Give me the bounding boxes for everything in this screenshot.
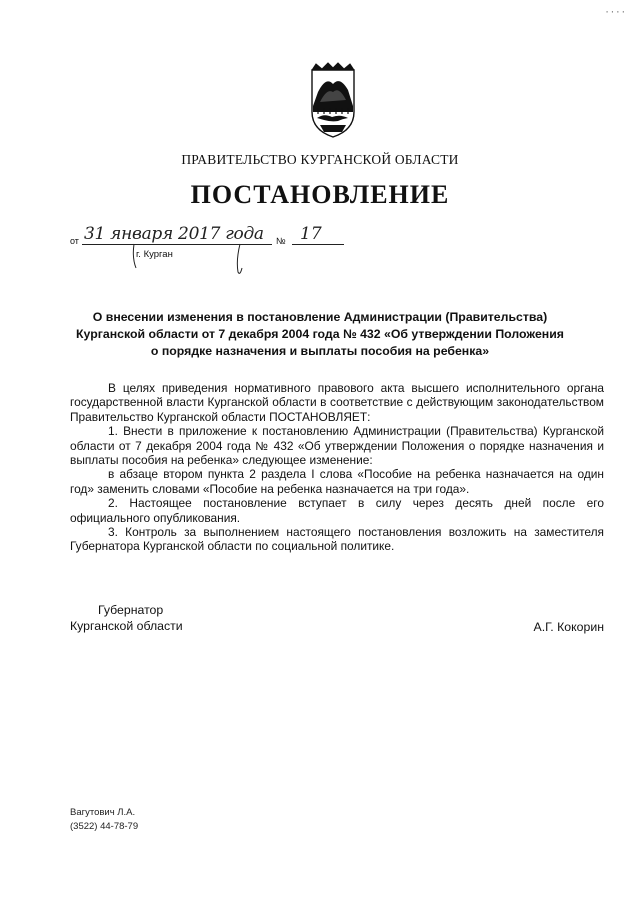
subject-line-1: О внесении изменения в постановление Администрации (Правительства) — [92, 310, 548, 324]
signer-position-line-1: Губернатор — [98, 603, 164, 617]
subject-line-2: Курганской области от 7 декабря 2004 года № 432 «Об утверждении Положения — [76, 327, 564, 341]
city-label: г. Курган — [136, 249, 173, 260]
handwritten-number: 17 — [300, 224, 322, 244]
body-paragraph-1: 1. Внести в приложение к постановлению Администрации (Правительства) Курганской области от 7 декабря 2004 года № 432 «Об утверждении Положения о порядке назначения и выплаты пособия на ребенка» следующее изменение: — [70, 424, 604, 468]
signer-position-line-2: Курганской области — [70, 619, 183, 633]
body-paragraph-3: 3. Контроль за выполнением настоящего постановления возложить на заместителя Губернатора Курганской области по социальной политике. — [70, 525, 604, 554]
handwritten-date: 31 января 2017 года — [84, 224, 264, 244]
document-body — [70, 381, 604, 554]
body-paragraph-amendment: в абзаце втором пункта 2 раздела I слова «Пособие на ребенка назначается на один год» заменить словами «Пособие на ребенка назначается на три года». — [70, 467, 604, 496]
document-subject — [70, 309, 570, 360]
coat-of-arms-emblem — [298, 62, 368, 140]
signer-position — [70, 602, 183, 634]
executor-phone: (3522) 44-78-79 — [70, 821, 139, 832]
executor-name: Вагутович Л.А. — [70, 807, 136, 818]
signer-name: А.Г. Кокорин — [533, 620, 604, 634]
government-title: ПРАВИТЕЛЬСТВО КУРГАНСКОЙ ОБЛАСТИ — [181, 152, 459, 167]
date-number-line — [70, 224, 360, 276]
body-paragraph-2: 2. Настоящее постановление вступает в силу через десять дней после его официального опубликования. — [70, 496, 604, 525]
date-prefix: от — [70, 236, 79, 246]
document-type-heading: ПОСТАНОВЛЕНИЕ — [190, 180, 450, 209]
executor-contact — [70, 806, 138, 834]
body-paragraph-preamble: В целях приведения нормативного правового акта высшего исполнительного органа государственной власти Курганской области в соответствие с действующим законодательством Правительство Курганской области ПОСТАНОВЛЯЕТ: — [70, 381, 604, 424]
number-prefix: № — [276, 236, 286, 246]
scan-mark: ···· — [604, 8, 626, 18]
subject-line-3: о порядке назначения и выплаты пособия на ребенка» — [150, 344, 490, 358]
handwriting-strokes — [70, 224, 360, 276]
